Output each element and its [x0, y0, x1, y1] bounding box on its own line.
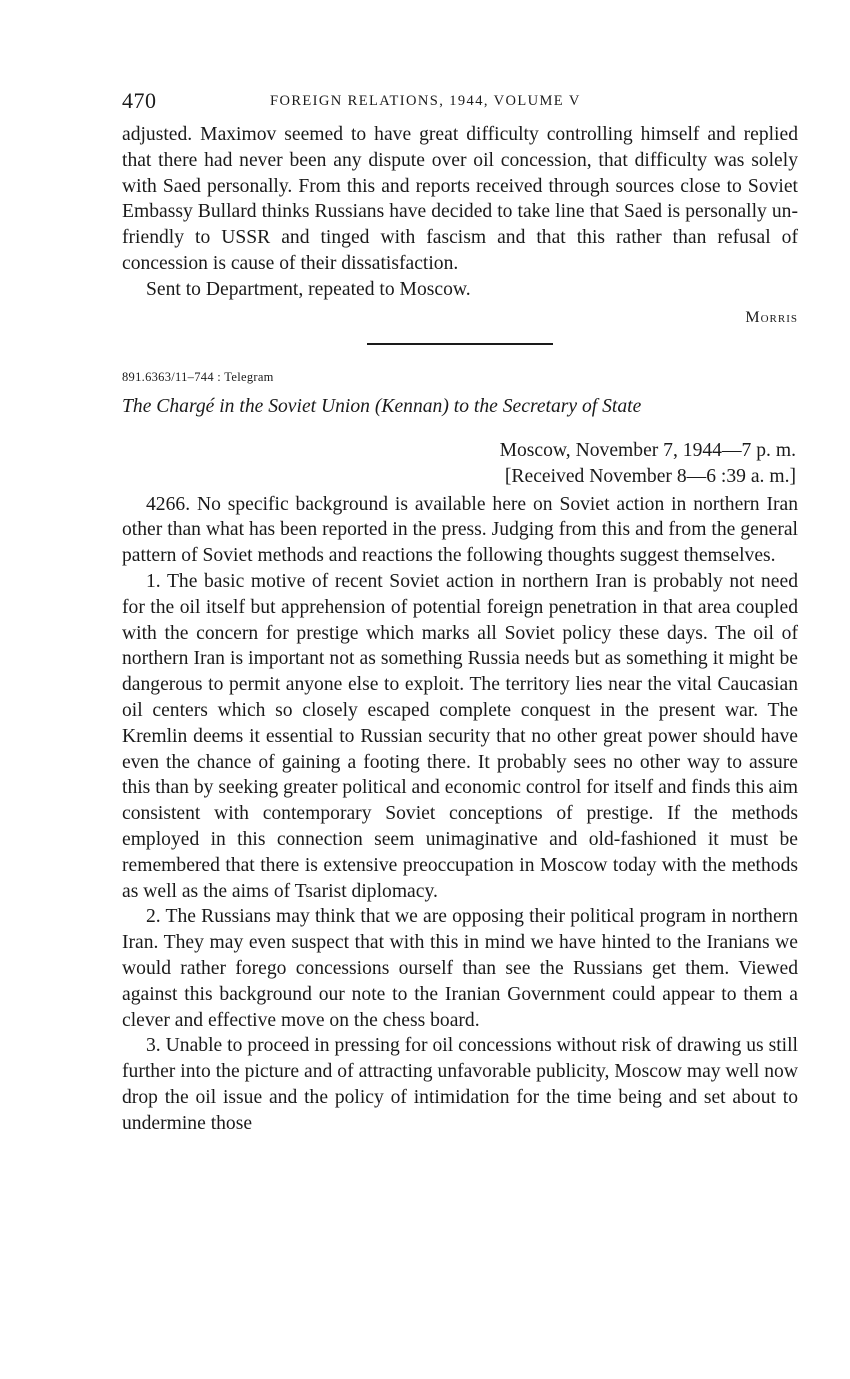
- dateline: [122, 438, 798, 490]
- body-paragraph: 2. The Russians may think that we are opposing their political program in northern Iran. They may even suspect that with this in mind we have hinted to the Iranians we would rather forego concessions ourself than see the Russians get them. Viewed against this background our note to the Iranian Government could appear to them a clever and effective move on the chess board.: [122, 906, 798, 1031]
- signature: Morris: [745, 308, 798, 326]
- body-paragraph: 1. The basic motive of recent Soviet action in northern Iran is probably not need for the oil itself but apprehension of potential foreign penetration in that area coupled with the concern for prestige which marks all Soviet policy these days. The oil of northern Iran is important not as something Russia needs but as something it might be dangerous to permit anyone else to exploit. The territory lies near the vital Caucasian oil centers which so closely escaped complete conquest in the present war. The Kremlin deems it essential to Russian security that no other great power should have even the chance of gaining a footing there. It probably sees no other way to assure this than by seeking greater political and economic control for itself and finds this aim consistent with contemporary Soviet conceptions of prestige. If the methods employed in this connection seem unimaginative and old-fashioned it must be remembered that there is extensive preoccupation in Moscow today with the methods as well as the aims of Tsarist diplomacy.: [122, 570, 798, 902]
- section-divider: [367, 343, 553, 345]
- telegram-body: [122, 492, 798, 1137]
- running-head: [122, 88, 798, 116]
- sent-to-paragraph: Sent to Department, repeated to Moscow.: [146, 278, 471, 300]
- body-paragraph: 4266. No specific background is available here on Soviet action in northern Iran other than what has been reported in the press. Judging from this and from the general pattern of Soviet methods and reactions the following thoughts suggest themselves.: [122, 493, 798, 567]
- document-page: [122, 88, 798, 1137]
- dateline-sent: Moscow, November 7, 1944—7 p. m.: [499, 439, 796, 461]
- continued-paragraph: adjusted. Maximov seemed to have great difficulty controlling himself and replied that there had never been any dispute over oil concession, that difficulty was solely with Saed personally. From this and reports received through sources close to Soviet Embassy Bullard thinks Russians have decided to take line that Saed is personally unfriendly to USSR and tinged with fascism and that this rather than refusal of concession is cause of their dissatisfaction.: [122, 124, 798, 274]
- document-title: The Chargé in the Soviet Union (Kennan) to the Secretary of State: [122, 395, 642, 417]
- page-number: 470: [122, 88, 157, 113]
- body-paragraph: 3. Unable to proceed in pressing for oil concessions without risk of drawing us still further into the picture and of attracting unfavorable publicity, Moscow may well now drop the oil issue and the policy of intimidation for the time being and set about to undermine those: [122, 1035, 798, 1134]
- running-title: FOREIGN RELATIONS, 1944, VOLUME V: [270, 93, 581, 109]
- dateline-received: [Received November 8—6 :39 a. m.]: [504, 465, 796, 487]
- file-reference: 891.6363/11–744 : Telegram: [122, 369, 274, 384]
